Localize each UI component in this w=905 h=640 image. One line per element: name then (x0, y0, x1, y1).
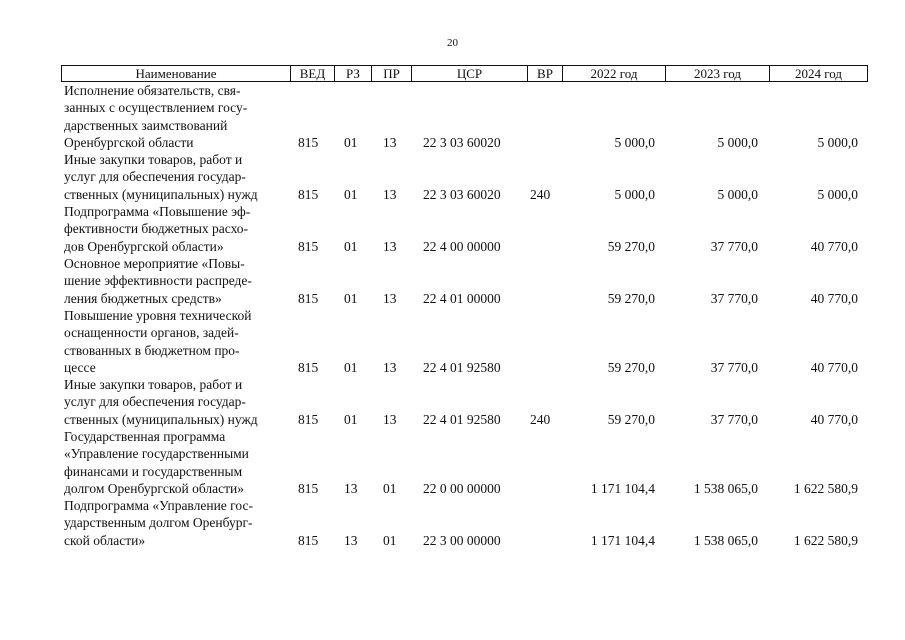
row-name: Основное мероприятие «Повы- шение эффективности распреде- ления бюджетных средств» (64, 256, 252, 306)
cell-csr: 22 0 00 00000 (423, 481, 501, 496)
cell-csr: 22 4 00 00000 (423, 239, 501, 254)
header-vr: ВР (528, 66, 563, 81)
cell-y2023: 5 000,0 (717, 187, 758, 202)
cell-vr: 240 (530, 412, 551, 427)
table-row (61, 428, 868, 497)
cell-pr: 13 (383, 187, 397, 202)
cell-y2022: 59 270,0 (607, 239, 655, 254)
cell-pr: 13 (383, 360, 397, 375)
cell-y2024: 5 000,0 (817, 187, 858, 202)
cell-y2022: 5 000,0 (614, 135, 655, 150)
header-csr: ЦСР (412, 66, 528, 81)
cell-pr: 01 (383, 481, 397, 496)
row-name: Подпрограмма «Управление гос- ударственным долгом Оренбург- ской области» (64, 498, 253, 548)
cell-y2024: 40 770,0 (810, 291, 858, 306)
cell-y2022: 59 270,0 (607, 412, 655, 427)
cell-y2023: 37 770,0 (710, 239, 758, 254)
cell-y2024: 5 000,0 (817, 135, 858, 150)
cell-y2022: 59 270,0 (607, 291, 655, 306)
cell-ved: 815 (298, 533, 319, 548)
header-rz: РЗ (335, 66, 372, 81)
row-name: Исполнение обязательств, свя- занных с осуществлением госу- дарственных заимствований Оренбургской области (64, 83, 248, 150)
cell-pr: 01 (383, 533, 397, 548)
cell-ved: 815 (298, 291, 319, 306)
table-row (61, 307, 868, 376)
table-body (61, 82, 868, 549)
table-row (61, 203, 868, 255)
cell-ved: 815 (298, 412, 319, 427)
cell-pr: 13 (383, 412, 397, 427)
row-name: Государственная программа «Управление государственными финансами и государственным долгом Оренбургской области» (64, 429, 249, 496)
header-2024: 2024 год (795, 66, 842, 81)
cell-rz: 13 (344, 481, 358, 496)
cell-csr: 22 4 01 92580 (423, 412, 501, 427)
row-name: Повышение уровня технической оснащенности органов, задей- ствованных в бюджетном про- цессе (64, 308, 252, 375)
cell-ved: 815 (298, 135, 319, 150)
budget-table (61, 65, 868, 549)
cell-csr: 22 3 00 00000 (423, 533, 501, 548)
cell-ved: 815 (298, 360, 319, 375)
header-name: Наименование (62, 66, 291, 81)
header-ved: ВЕД (291, 66, 335, 81)
cell-y2023: 37 770,0 (710, 291, 758, 306)
table-row (61, 82, 868, 151)
row-name: Иные закупки товаров, работ и услуг для обеспечения государ- ственных (муниципальных) нужд (64, 377, 258, 427)
table-row (61, 497, 868, 549)
cell-csr: 22 4 01 00000 (423, 291, 501, 306)
table-row (61, 255, 868, 307)
cell-rz: 01 (344, 239, 358, 254)
cell-y2022: 5 000,0 (614, 187, 655, 202)
page-number: 20 (447, 37, 458, 49)
cell-pr: 13 (383, 291, 397, 306)
cell-csr: 22 4 01 92580 (423, 360, 501, 375)
cell-y2023: 5 000,0 (717, 135, 758, 150)
cell-csr: 22 3 03 60020 (423, 135, 501, 150)
cell-y2023: 37 770,0 (710, 412, 758, 427)
cell-rz: 01 (344, 187, 358, 202)
table-row (61, 151, 868, 203)
cell-pr: 13 (383, 239, 397, 254)
cell-csr: 22 3 03 60020 (423, 187, 501, 202)
cell-y2024: 1 622 580,9 (793, 481, 858, 496)
cell-pr: 13 (383, 135, 397, 150)
row-name: Иные закупки товаров, работ и услуг для обеспечения государ- ственных (муниципальных) нужд (64, 152, 258, 202)
header-2022: 2022 год (563, 66, 666, 81)
cell-y2023: 1 538 065,0 (693, 481, 758, 496)
cell-rz: 13 (344, 533, 358, 548)
header-pr: ПР (372, 66, 412, 81)
cell-y2022: 59 270,0 (607, 360, 655, 375)
cell-ved: 815 (298, 187, 319, 202)
cell-y2024: 1 622 580,9 (793, 533, 858, 548)
table-row (61, 376, 868, 428)
cell-ved: 815 (298, 239, 319, 254)
cell-rz: 01 (344, 291, 358, 306)
cell-rz: 01 (344, 135, 358, 150)
cell-vr: 240 (530, 187, 551, 202)
cell-rz: 01 (344, 412, 358, 427)
cell-y2024: 40 770,0 (810, 412, 858, 427)
cell-y2024: 40 770,0 (810, 239, 858, 254)
cell-y2023: 37 770,0 (710, 360, 758, 375)
cell-y2023: 1 538 065,0 (693, 533, 758, 548)
table-header (61, 65, 868, 82)
cell-y2022: 1 171 104,4 (590, 533, 655, 548)
cell-y2022: 1 171 104,4 (590, 481, 655, 496)
cell-y2024: 40 770,0 (810, 360, 858, 375)
cell-ved: 815 (298, 481, 319, 496)
cell-rz: 01 (344, 360, 358, 375)
row-name: Подпрограмма «Повышение эф- фективности бюджетных расхо- дов Оренбургской области» (64, 204, 251, 254)
header-2023: 2023 год (666, 66, 770, 81)
